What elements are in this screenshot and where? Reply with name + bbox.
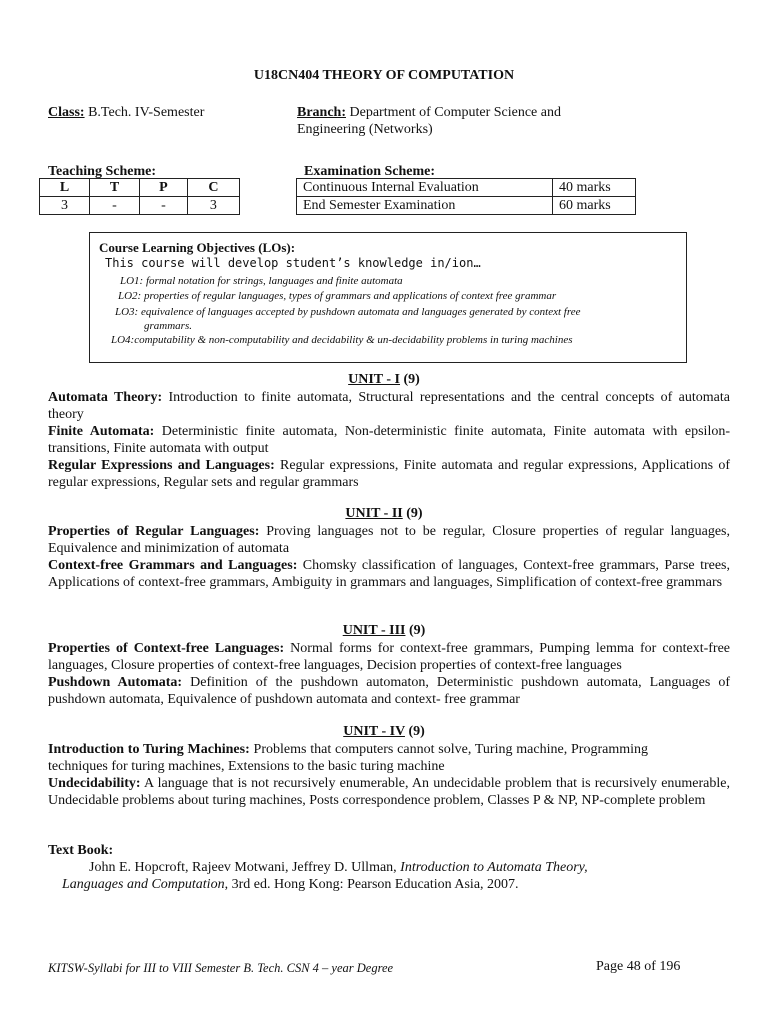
unit-hours: (9) — [403, 372, 420, 387]
exam-name: End Semester Examination — [297, 197, 553, 215]
lo3-cont: grammars. — [144, 320, 192, 332]
col-t: T — [90, 179, 140, 197]
value-p: - — [140, 197, 188, 215]
footer-left: KITSW-Syllabi for III to VIII Semester B. Tech. CSN 4 – year Degree — [48, 961, 394, 975]
class-value: B.Tech. IV-Semester — [88, 105, 205, 120]
unit-1-heading — [0, 372, 768, 388]
exam-marks: 60 marks — [553, 197, 636, 215]
topic-properties-cfl — [48, 640, 730, 674]
topic-text: Problems that computers cannot solve, Turing machine, Programming techniques for turing machines, Extensions to the basic turing machine — [48, 742, 649, 774]
unit-label: UNIT - II — [345, 506, 403, 521]
unit-label: UNIT - I — [348, 372, 401, 387]
class-label: Class: — [48, 105, 85, 120]
objectives-heading: Course Learning Objectives (LOs): — [99, 240, 296, 255]
col-c: C — [187, 179, 239, 197]
topic-regular-expressions — [48, 457, 730, 491]
unit-hours: (9) — [406, 506, 423, 521]
exam-scheme-heading: Examination Scheme: — [304, 164, 436, 179]
page-number: Page 48 of 196 — [596, 959, 681, 974]
topic-automata-theory — [48, 389, 730, 423]
unit-4-heading — [0, 724, 768, 740]
objectives-intro: This course will develop student’s knowledge in/ion… — [105, 256, 481, 270]
topic-heading: Context-free Grammars and Languages: — [48, 558, 298, 573]
exam-scheme-table — [296, 178, 636, 215]
topic-heading: Regular Expressions and Languages: — [48, 458, 275, 473]
unit-2-heading — [0, 506, 768, 522]
teaching-scheme-value-row — [40, 197, 240, 215]
topic-text: Definition of the pushdown automaton, Deterministic pushdown automata, Languages of pushdown automata, Equivalence of pushdown automata and context- free grammar — [48, 675, 731, 707]
textbook-title-cont: Languages and Computation — [62, 877, 225, 892]
unit-hours: (9) — [408, 623, 426, 638]
unit-3-heading — [0, 623, 768, 639]
topic-text: Regular expressions, Finite automata and regular expressions, Applications of regular expressions, Regular sets and regular grammars — [48, 458, 730, 490]
objectives-box — [89, 232, 687, 363]
teaching-scheme-heading: Teaching Scheme: — [48, 164, 156, 179]
exam-marks: 40 marks — [553, 179, 636, 197]
unit-hours: (9) — [408, 724, 425, 739]
class-line — [48, 104, 204, 121]
value-l: 3 — [40, 197, 90, 215]
textbook-line-2 — [62, 876, 702, 893]
topic-heading: Automata Theory: — [48, 390, 163, 405]
lo2: LO2: properties of regular languages, types of grammars and applications of context free grammar — [118, 290, 557, 302]
topic-pushdown-automata — [48, 674, 730, 708]
teaching-scheme-table — [39, 178, 240, 215]
textbook-heading: Text Book: — [48, 843, 114, 858]
topic-heading: Finite Automata: — [48, 424, 155, 439]
col-l: L — [40, 179, 90, 197]
branch-value-cont: Engineering (Networks) — [297, 122, 433, 137]
page-title: U18CN404 THEORY OF COMPUTATION — [253, 68, 515, 83]
topic-undecidability — [48, 775, 730, 809]
topic-finite-automata — [48, 423, 730, 457]
topic-heading: Properties of Context-free Languages: — [48, 641, 285, 656]
value-c: 3 — [187, 197, 239, 215]
col-p: P — [140, 179, 188, 197]
topic-heading: Undecidability: — [48, 776, 141, 791]
topic-properties-regular — [48, 523, 730, 557]
topic-text: Proving languages not to be regular, Closure properties of regular languages, Equivalence and minimization of automata — [48, 524, 730, 556]
lo4: LO4:computability & non-computability and decidability & un-decidability problems in turing machines — [111, 334, 573, 346]
topic-heading: Introduction to Turing Machines: — [48, 742, 250, 757]
branch-value: Department of Computer Science and — [349, 105, 561, 120]
unit-label: UNIT - IV — [343, 724, 405, 739]
lo1: LO1: formal notation for strings, languages and finite automata — [120, 275, 403, 287]
branch-line — [297, 104, 617, 138]
value-t: - — [90, 197, 140, 215]
topic-text: Chomsky classification of languages, Context-free grammars, Parse trees, Applications of context-free grammars, Ambiguity in grammars and languages, Simplification of context-free grammars — [48, 558, 731, 590]
exam-name: Continuous Internal Evaluation — [297, 179, 553, 197]
topic-turing-machines — [48, 741, 648, 775]
topic-heading: Properties of Regular Languages: — [48, 524, 260, 539]
lo3: LO3: equivalence of languages accepted by pushdown automata and languages generated by context free — [115, 306, 581, 318]
textbook-title: Introduction to Automata Theory, — [400, 860, 588, 875]
topic-text: Deterministic finite automata, Non-deterministic finite automata, Finite automata with epsilon-transitions, Finite automata with output — [48, 424, 730, 456]
teaching-scheme-header-row — [40, 179, 240, 197]
table-row — [297, 179, 636, 197]
unit-label: UNIT - III — [342, 623, 406, 638]
textbook-authors: John E. Hopcroft, Rajeev Motwani, Jeffrey D. Ullman, — [89, 860, 401, 875]
branch-label: Branch: — [297, 105, 346, 120]
topic-cfg — [48, 557, 730, 591]
topic-heading: Pushdown Automata: — [48, 675, 183, 690]
textbook-publisher: , 3rd ed. Hong Kong: Pearson Education Asia, 2007. — [224, 877, 519, 892]
topic-text: Normal forms for context-free grammars, Pumping lemma for context-free languages, Closure properties of context-free languages, Decision properties of context-free languages — [48, 641, 730, 673]
topic-text: A language that is not recursively enumerable, An undecidable problem that is recursively enumerable, Undecidable problems about turing machines, Posts correspondence problem, Classes P & NP, NP-complete problem — [48, 776, 730, 808]
table-row — [297, 197, 636, 215]
textbook-line-1 — [89, 859, 709, 876]
topic-text: Introduction to finite automata, Structural representations and the central concepts of automata theory — [48, 390, 730, 422]
